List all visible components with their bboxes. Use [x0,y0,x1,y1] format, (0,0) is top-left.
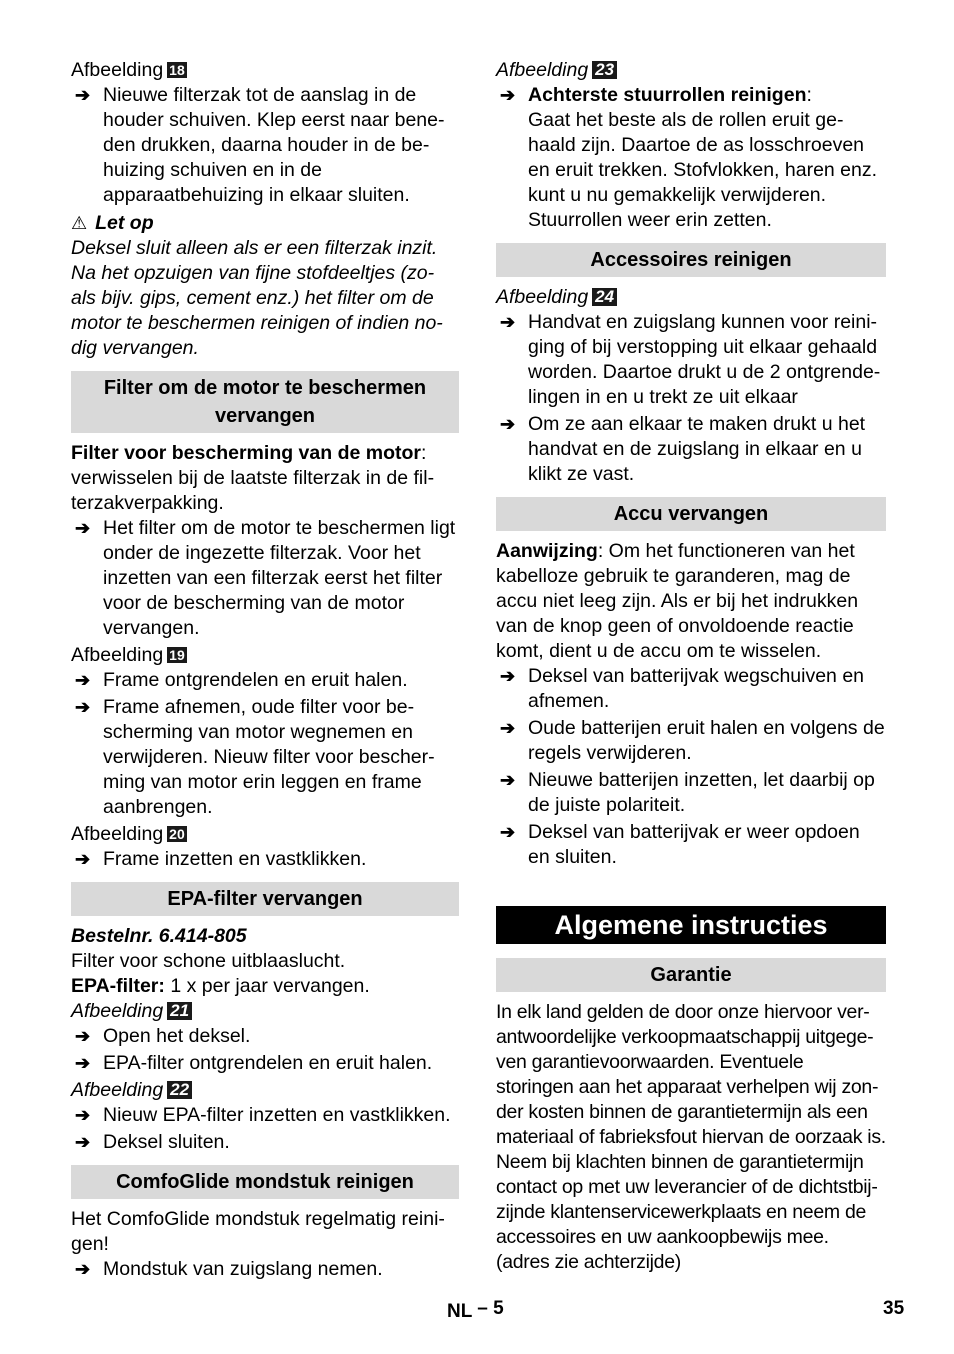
arrow-icon: ➔ [75,697,91,717]
page-number: 35 [883,1298,905,1319]
footer-language-section: NL – 5 [447,1298,504,1322]
figure-number: 23 [592,61,617,79]
figure-ref-18: Afbeelding 18 [71,59,185,81]
list-item: ➔ Nieuw EPA-filter inzetten en vastklikken. [75,1104,451,1126]
comfoglide-text: Het ComfoGlide mondstuk regelmatig reini-gen! [71,1208,445,1255]
garantie-text: In elk land gelden de door onze hiervoor ver-antwoordelijke verkoopmaatschappij uitgege-ven garantievoorwaarden. Eventuele storingen aan het apparaat verhelpen wij zon-der kosten binnen de garantietermijn als een materiaal of fabrieksfout hiervan de oorzaak is. Neem bij klachten binnen de garantietermijn contact op met uw leverancier of de dichtstbij-zijnde klantenservicewerkplaats en neem de accessoires en uw aankoopbewijs mee. (adres zie achterzijde) [496,1001,886,1273]
list-item: ➔ Om ze aan elkaar te maken drukt u het handvat en de zuigslang in elkaar en u klikt ze vast. [500,413,866,485]
section-heading-garantie: Garantie [496,958,886,992]
figure-number: 18 [169,62,185,78]
list-item: ➔ Mondstuk van zuigslang nemen. [75,1258,383,1280]
arrow-icon: ➔ [75,518,91,538]
motorfilter-intro: Filter voor bescherming van de motor: verwisselen bij de laatste filterzak in de fil-terzakverpakking. [71,442,435,514]
warning-text: Deksel sluit alleen als er een filterzak inzit. Na het opzuigen van fijne stofdeeltjes (zo-als bijv. gips, cement enz.) het filter om de motor te beschermen reinigen of indien no-dig vervangen. [71,237,443,359]
arrow-icon: ➔ [500,312,516,332]
arrow-icon: ➔ [75,849,91,869]
figure-ref-24: Afbeelding 24 [496,285,886,310]
figure-number: 22 [167,1081,192,1099]
right-column [496,58,886,1275]
order-number: Bestelnr. 6.414-805 [71,925,247,947]
figure-ref-22: Afbeelding 22 [71,1078,459,1103]
section-heading-epa: EPA-filter vervangen [71,882,459,916]
list-item: ➔ Nieuwe filterzak tot de aanslag in de houder schuiven. Klep eerst naar bene-den drukken, daarna houder in de be-huizing schuiven en in de apparaatbehuizing in elkaar sluiten. [75,84,445,206]
arrow-icon: ➔ [75,1026,91,1046]
arrow-icon: ➔ [75,85,91,105]
list-item: ➔ Frame afnemen, oude filter voor be-scherming van motor wegnemen en verwijderen. Nieuw filter voor bescher-ming van motor erin leggen en frame aanbrengen. [75,696,435,818]
section-heading-motorfilter: Filter om de motor te beschermen vervangen [71,371,459,433]
list-item: ➔ Oude batterijen eruit halen en volgens de regels verwijderen. [500,717,885,764]
list-item: ➔ Het filter om de motor te beschermen ligt onder de ingezette filterzak. Voor het inzetten van een filterzak eerst het filter voor de bescherming van de motor vervangen. [75,517,456,639]
list-item: ➔ Frame ontgrendelen en eruit halen. [75,669,408,691]
left-column [71,58,459,1284]
arrow-icon: ➔ [75,1105,91,1125]
arrow-icon: ➔ [75,1259,91,1279]
arrow-icon: ➔ [500,718,516,738]
figure-ref-23: Afbeelding 23 [496,58,886,83]
arrow-icon: ➔ [500,85,516,105]
list-item: ➔ Deksel van batterijvak er weer opdoen en sluiten. [500,821,860,868]
accu-note: Aanwijzing: Om het functioneren van het kabelloze gebruik te garanderen, mag de accu niet leeg zijn. Als er bij het indrukken van de knop geen of onvoldoende reactie komt, dient u de accu om te wisselen. [496,540,859,662]
list-item: ➔ EPA-filter ontgrendelen en eruit halen. [75,1052,433,1074]
list-item: ➔ Deksel van batterijvak wegschuiven en afnemen. [500,665,865,712]
arrow-icon: ➔ [75,1132,91,1152]
figure-ref-19: Afbeelding 19 [71,644,185,666]
list-item: ➔ Achterste stuurrollen reinigen: Gaat het beste als de rollen eruit ge-haald zijn. Daartoe de as losschroeven en eruit trekken. Stofvlokken, haren enz. kunt u nu gemakkelijk verwijderen. Stuurrollen weer erin zetten. [500,84,878,231]
arrow-icon: ➔ [500,666,516,686]
warning-icon: ⚠ [71,213,88,233]
list-item: ➔ Open het deksel. [75,1025,251,1047]
figure-ref-21: Afbeelding 21 [71,999,459,1024]
arrow-icon: ➔ [75,1053,91,1073]
epa-interval: EPA-filter: 1 x per jaar vervangen. [71,975,370,997]
chapter-heading: Algemene instructies [496,906,886,944]
figure-number: 21 [167,1002,192,1020]
section-heading-comfoglide: ComfoGlide mondstuk reinigen [71,1165,459,1199]
list-item: ➔ Nieuwe batterijen inzetten, let daarbij op de juiste polariteit. [500,769,875,816]
arrow-icon: ➔ [75,670,91,690]
arrow-icon: ➔ [500,822,516,842]
epa-description: Filter voor schone uitblaaslucht. [71,950,346,972]
warning-heading: ⚠ Let op [71,212,154,234]
list-item: ➔ Handvat en zuigslang kunnen voor reini-ging of bij verstopping uit elkaar gehaald worden. Daartoe drukt u de 2 ontgrende-lingen in en u trekt ze uit elkaar [500,311,881,408]
figure-number: 19 [169,647,185,663]
section-heading-accessoires: Accessoires reinigen [496,243,886,277]
arrow-icon: ➔ [500,414,516,434]
list-item: ➔ Deksel sluiten. [75,1131,230,1153]
arrow-icon: ➔ [500,770,516,790]
figure-ref-20: Afbeelding 20 [71,823,185,845]
section-heading-accu: Accu vervangen [496,497,886,531]
figure-number: 20 [169,826,185,842]
list-item: ➔ Frame inzetten en vastklikken. [75,848,367,870]
figure-number: 24 [592,288,617,306]
